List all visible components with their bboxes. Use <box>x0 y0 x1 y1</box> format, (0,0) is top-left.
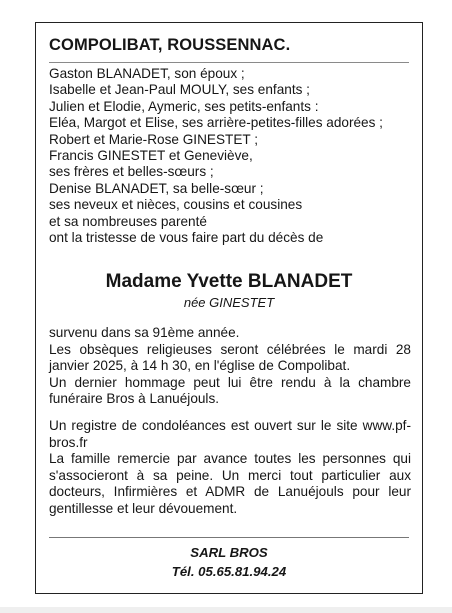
family-line: Francis GINESTET et Geneviève, <box>49 148 253 164</box>
condolences-line: Un registre de condoléances est ouvert sur le site www.pf-bros.fr <box>49 418 411 450</box>
details-line: Un dernier hommage peut lui être rendu à la chambre funéraire Bros à Lanuéjouls. <box>49 374 411 407</box>
family-line: ont la tristesse de vous faire part du décès de <box>49 230 324 246</box>
notice-header: COMPOLIBAT, ROUSSENNAC. <box>49 36 291 54</box>
footer-divider <box>49 537 409 538</box>
maiden-name: née GINESTET <box>183 295 275 310</box>
family-list <box>49 66 411 246</box>
footer-phone: Tél. 05.65.81.94.24 <box>171 564 287 579</box>
condolences-details <box>49 418 411 518</box>
details-line: survenu dans sa 91ème année. <box>49 325 240 340</box>
family-line: Denise BLANADET, sa belle-sœur ; <box>49 180 264 196</box>
page-edge <box>0 607 452 613</box>
footer-company: SARL BROS <box>190 545 268 560</box>
family-line: Gaston BLANADET, son époux ; <box>49 66 245 81</box>
deceased-name: Madame Yvette BLANADET <box>105 271 353 292</box>
family-line: ses neveux et nièces, cousins et cousines <box>49 197 303 213</box>
details-line: Les obsèques religieuses seront célébrées le mardi 28 janvier 2025, à 14 h 30, en l'église de Compolibat. <box>49 341 411 374</box>
funeral-details <box>49 325 411 408</box>
family-line: Robert et Marie-Rose GINESTET ; <box>49 131 259 147</box>
family-line: Isabelle et Jean-Paul MOULY, ses enfants ; <box>49 82 310 98</box>
family-line: et sa nombreuses parenté <box>49 213 207 229</box>
thanks-line: La famille remercie par avance toutes les personnes qui s'associeront à sa peine. Un merci tout particulier aux docteurs, Infirmières et ADMR de Lanuéjouls pour leur gentillesse et leur dévouement. <box>49 451 411 516</box>
obituary-notice <box>35 22 423 594</box>
family-line: ses frères et belles-sœurs ; <box>49 164 214 180</box>
header-divider <box>49 62 409 63</box>
family-line: Eléa, Margot et Elise, ses arrière-petites-filles adorées ; <box>49 115 383 131</box>
family-line: Julien et Elodie, Aymeric, ses petits-enfants : <box>49 98 319 114</box>
